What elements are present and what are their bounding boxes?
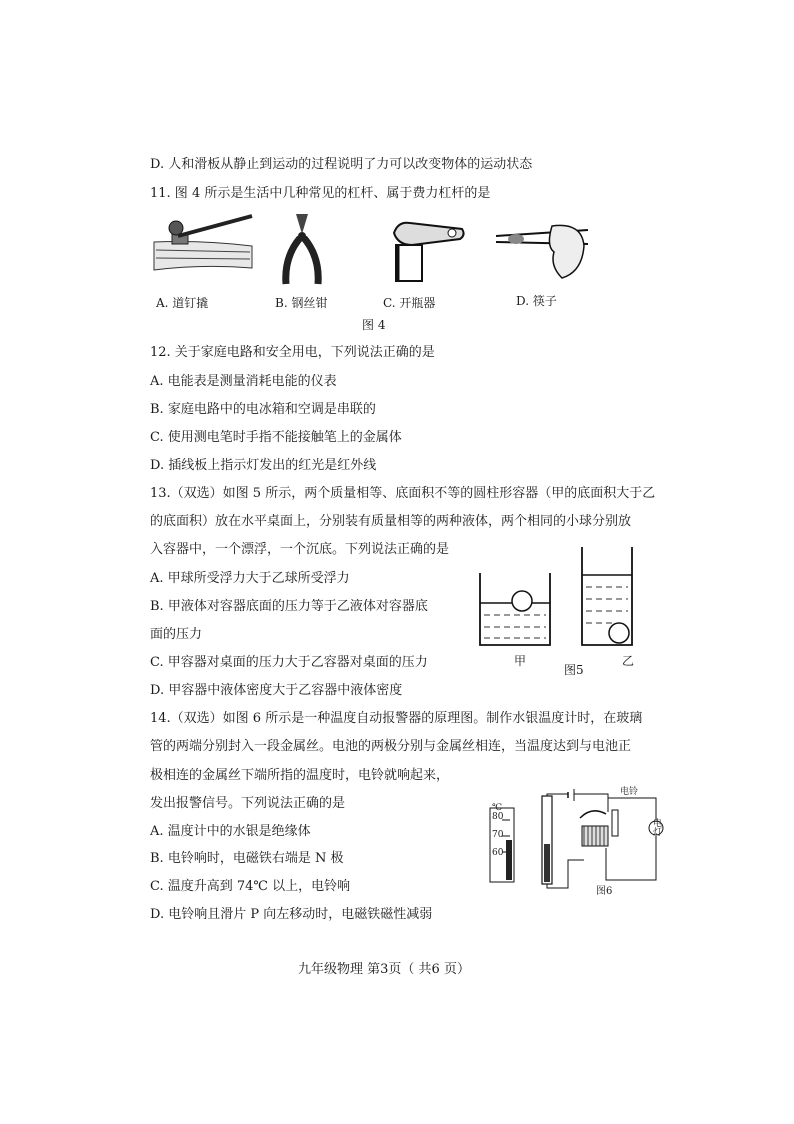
q14-stem-line-2: 管的两端分别封入一段金属丝。电池的两极分别与金属丝相连，当温度达到与电池正 [150,739,632,754]
q14-stem-line-1: 14.（双选）如图 6 所示是一种温度自动报警器的原理图。制作水银温度计时，在玻璃 [150,711,643,726]
q13-option-d: D. 甲容器中液体密度大于乙容器中液体密度 [150,683,403,698]
fig6-circuit [488,792,668,892]
fig6-unit: ℃ [492,803,503,813]
q10-option-d: D. 人和滑板从静止到运动的过程说明了力可以改变物体的运动状态 [150,157,533,172]
sunk-ball [609,623,629,643]
fig6-caption: 图6 [596,886,613,897]
q14-option-c: C. 温度升高到 74℃ 以上，电铃响 [150,879,351,894]
bottle-opener-figure [388,215,468,285]
q13-option-b: B. 甲液体对容器底面的压力等于乙液体对容器底 [150,599,428,614]
q13-stem-line-2: 的底面积）放在水平桌面上，分别装有质量相等的两种液体，两个相同的小球分别放 [150,514,632,529]
q11-option-c: C. 开瓶器 [383,296,436,310]
fig6-bell-label: 电铃 [620,787,639,797]
q13-option-c: C. 甲容器对桌面的压力大于乙容器对桌面的压力 [150,655,428,670]
q14-option-a: A. 温度计中的水银是绝缘体 [150,824,311,839]
q11-stem: 11. 图 4 所示是生活中几种常见的杠杆、属于费力杠杆的是 [150,186,491,201]
q13-stem-line-3: 入容器中，一个漂浮，一个沉底。下列说法正确的是 [150,542,450,557]
q14-option-d: D. 电铃响且滑片 P 向左移动时，电磁铁磁性减弱 [150,907,433,922]
floating-ball [512,591,532,611]
fig6-lamp-label: 电灯 [651,818,661,836]
q12-stem: 12. 关于家庭电路和安全用电，下列说法正确的是 [150,345,435,360]
q14-stem-line-3: 极相连的金属丝下端所指的温度时，电铃就响起来， [150,768,450,783]
fig6-tick-80: 80 [492,812,504,822]
q11-option-a: A. 道钉撬 [156,296,209,310]
q12-option-a: A. 电能表是测量消耗电能的仪表 [150,374,337,389]
page-footer: 九年级物理 第3页（ 共6 页） [298,962,470,977]
q11-option-b: B. 钢丝钳 [275,296,328,310]
fig5-caption: 图5 [564,663,584,677]
chopsticks-figure [492,216,592,286]
q14-option-b: B. 电铃响时，电磁铁右端是 N 极 [150,851,344,866]
q14-stem-line-4: 发出报警信号。下列说法正确的是 [150,796,346,811]
pliers-figure [278,212,328,287]
fig5-label-jia: 甲 [514,654,527,668]
q11-option-d: D. 筷子 [516,294,557,308]
q12-option-b: B. 家庭电路中的电冰箱和空调是串联的 [150,402,376,417]
q12-option-d: D. 插线板上指示灯发出的红光是红外线 [150,458,377,473]
fig6-tick-60: 60 [492,848,504,858]
fig4-caption: 图 4 [362,318,386,332]
fig5-containers [478,545,638,650]
q13-option-a: A. 甲球所受浮力大于乙球所受浮力 [150,571,350,586]
q13-stem-line-1: 13.（双选）如图 5 所示，两个质量相等、底面积不等的圆柱形容器（甲的底面积大于乙 [150,486,656,501]
fig5-label-yi: 乙 [622,654,635,668]
fig6-tick-70: 70 [492,830,504,840]
crowbar-figure [152,212,262,282]
q13-option-b-cont: 面的压力 [150,627,203,642]
mercury-column [506,840,512,880]
q12-option-c: C. 使用测电笔时手指不能接触笔上的金属体 [150,430,402,445]
